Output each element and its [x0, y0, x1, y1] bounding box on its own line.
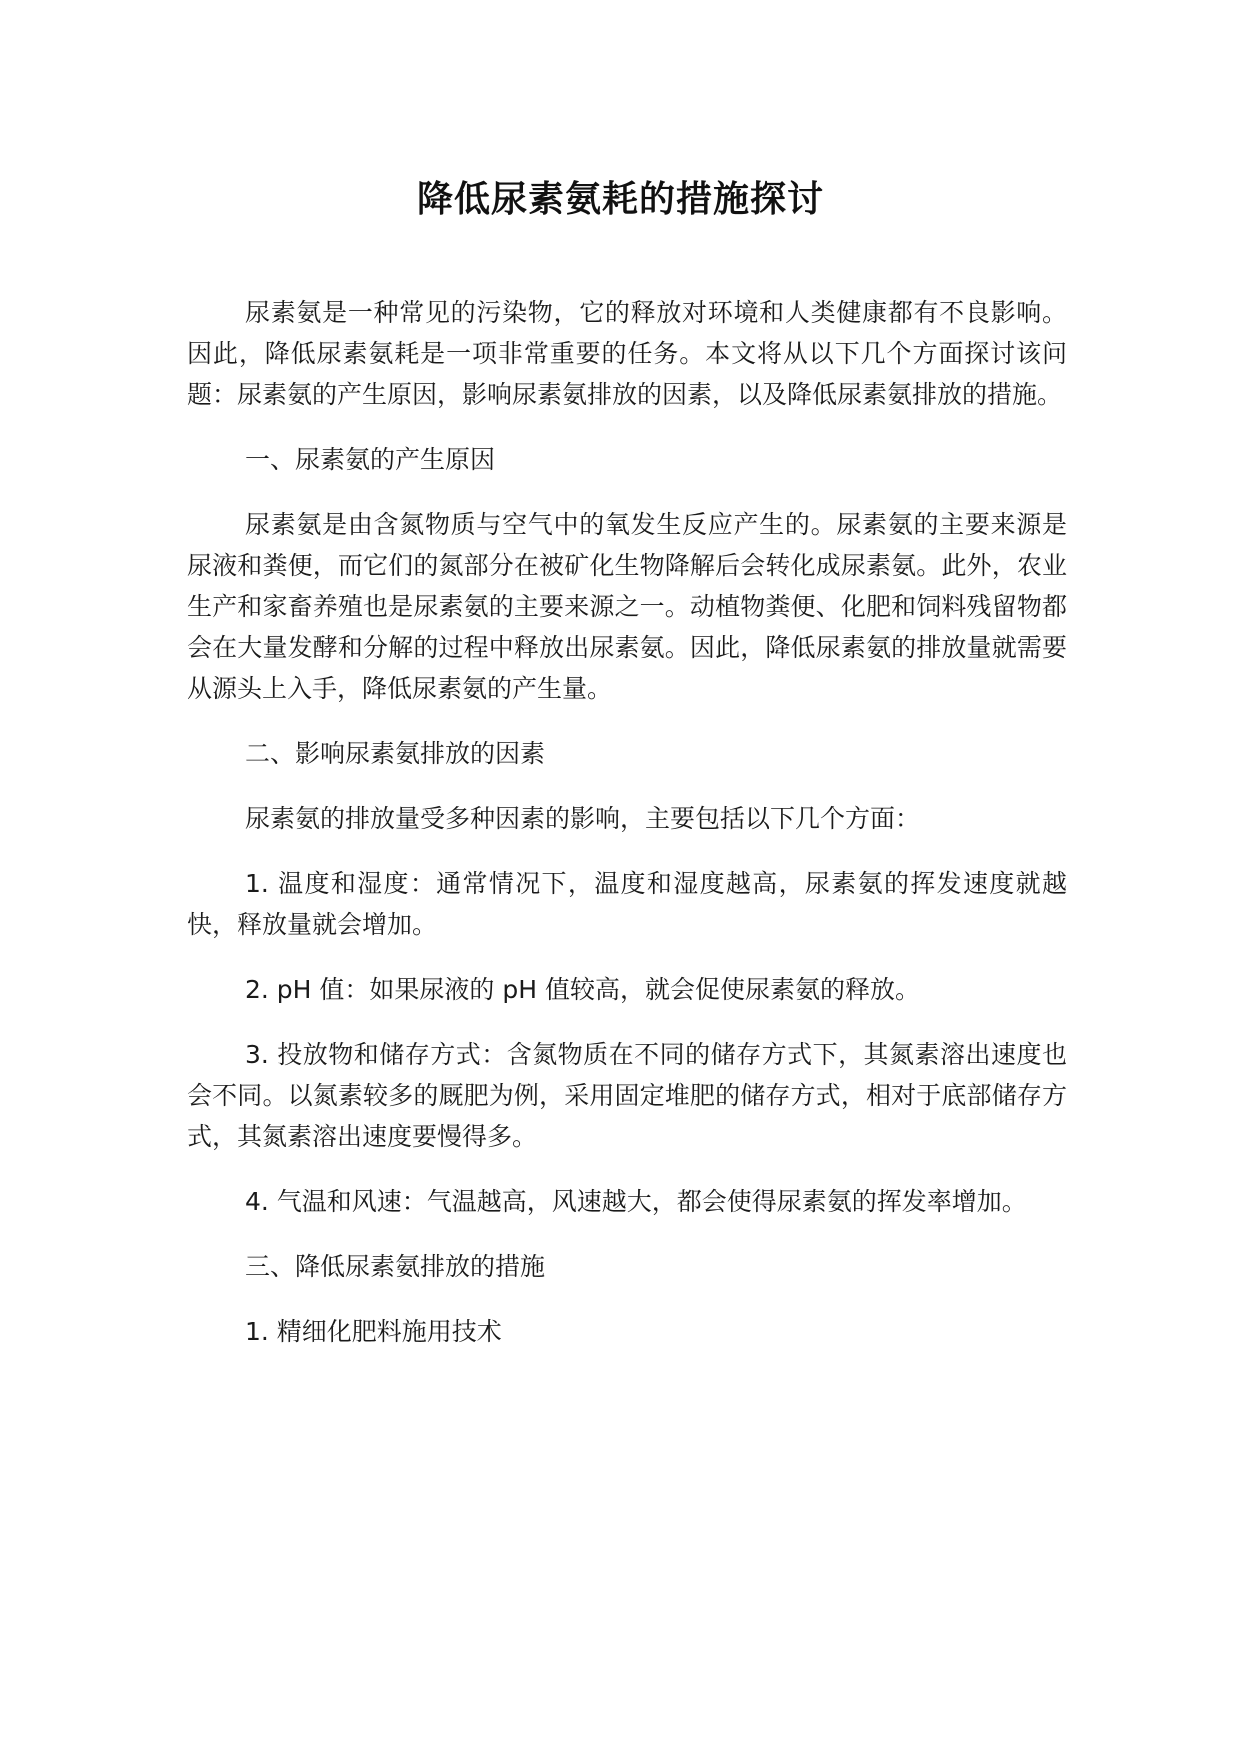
intro-paragraph: 尿素氨是一种常见的污染物，它的释放对环境和人类健康都有不良影响。因此，降低尿素氨耗是一项非常重要的任务。本文将从以下几个方面探讨该问题：尿素氨的产生原因，影响尿素氨排放的因素，以及降低尿素氨排放的措施。 — [187, 298, 1067, 409]
document-body — [187, 292, 1067, 1376]
factor-item-1: 1. 温度和湿度：通常情况下，温度和湿度越高，尿素氨的挥发速度就越快，释放量就会增加。 — [187, 869, 1067, 939]
measure-item-1: 1. 精细化肥料施用技术 — [245, 1317, 502, 1346]
factor-item-4: 4. 气温和风速：气温越高，风速越大，都会使得尿素氨的挥发率增加。 — [245, 1187, 1027, 1216]
document-title: 降低尿素氨耗的措施探讨 — [416, 179, 824, 220]
section-2-intro-paragraph: 尿素氨的排放量受多种因素的影响，主要包括以下几个方面： — [245, 804, 921, 833]
factor-item-2: 2. pH 值：如果尿液的 pH 值较高，就会促使尿素氨的释放。 — [245, 975, 920, 1004]
factor-item-3: 3. 投放物和储存方式：含氮物质在不同的储存方式下，其氮素溶出速度也会不同。以氮素较多的厩肥为例，采用固定堆肥的储存方式，相对于底部储存方式，其氮素溶出速度要慢得多。 — [187, 1040, 1067, 1151]
section-heading-1: 一、尿素氨的产生原因 — [245, 445, 496, 474]
section-heading-3: 三、降低尿素氨排放的措施 — [245, 1252, 546, 1281]
section-1-paragraph: 尿素氨是由含氮物质与空气中的氧发生反应产生的。尿素氨的主要来源是尿液和粪便，而它们的氮部分在被矿化生物降解后会转化成尿素氨。此外，农业生产和家畜养殖也是尿素氨的主要来源之一。动植物粪便、化肥和饲料残留物都会在大量发酵和分解的过程中释放出尿素氨。因此，降低尿素氨的排放量就需要从源头上入手，降低尿素氨的产生量。 — [187, 510, 1067, 703]
section-heading-2: 二、影响尿素氨排放的因素 — [245, 739, 546, 768]
